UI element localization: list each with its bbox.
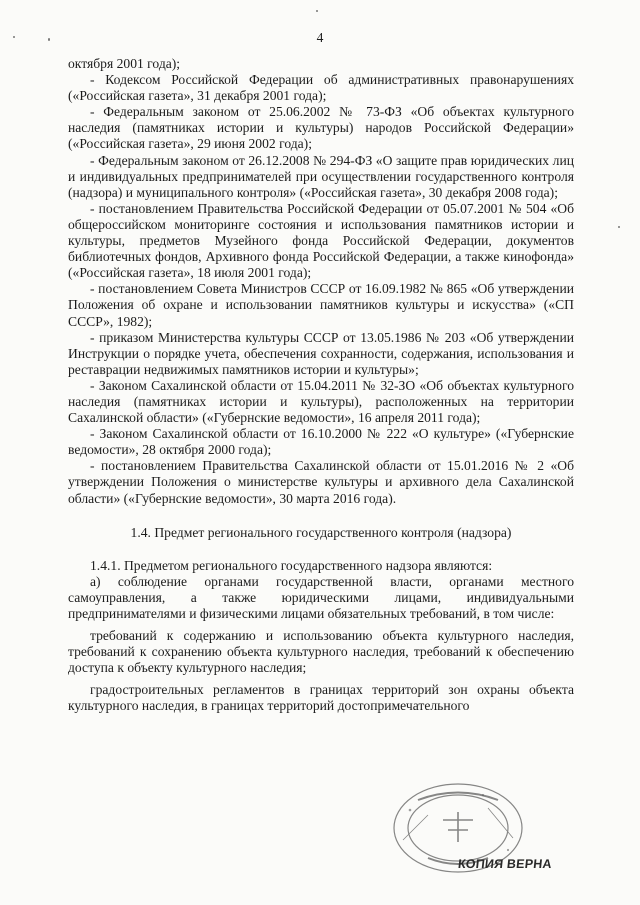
section-paragraph: требований к содержанию и использованию объекта культурного наследия, требований к сохранению объекта культурного наследия, требований к обеспечению доступа к объекту культурного наследия; [68,628,574,676]
list-item-law-73fz: - Федеральным законом от 25.06.2002 № 73-ФЗ «Об объектах культурного наследия (памятниках истории и культуры) народов Российской Федерации» («Российская газета», 29 июня 2002 года); [68,104,574,152]
list-item-resolution-2: - постановлением Правительства Сахалинской области от 15.01.2016 № 2 «Об утверждении Положения о министерстве культуры и архивного дела Сахалинской области» («Губернские ведомости», 30 марта 2016 года). [68,458,574,506]
page-number: 4 [316,30,324,45]
paragraph-continuation: октября 2001 года); [68,56,181,71]
section-heading: 1.4. Предмет регионального государственного контроля (надзора) [130,524,512,540]
section-paragraph: градостроительных регламентов в границах территорий зон охраны объекта культурного наследия, в границах территорий достопримечательного [68,682,574,714]
document-body [68,56,574,715]
list-item-code-admin: - Кодексом Российской Федерации об административных правонарушениях («Российская газета», 31 декабря 2001 года); [68,72,574,104]
section-paragraph: 1.4.1. Предметом регионального государственного надзора являются: [90,557,493,573]
list-item-order-203: - приказом Министерства культуры СССР от 13.05.1986 № 203 «Об утверждении Инструкции о порядке учета, обеспечения сохранности, содержания, использования и реставрации недвижимых памятников истории и культуры»; [68,329,574,377]
official-seal-stamp [388,780,553,890]
list-item-law-294fz: - Федеральным законом от 26.12.2008 № 294-ФЗ «О защите прав юридических лиц и индивидуальных предпринимателей при осуществлении государственного контроля (надзора) и муниципального контроля» («Российская газета», 30 декабря 2008 года); [68,152,574,200]
list-item-law-32zo: - Законом Сахалинской области от 15.04.2011 № 32-ЗО «Об объектах культурного наследия (памятниках истории и культуры), расположенных на территории Сахалинской области» («Губернские ведомости», 16 апреля 2011 года); [68,377,574,426]
copy-verified-stamp-text: КОПИЯ ВЕРНА [457,857,553,871]
list-item-resolution-865: - постановлением Совета Министров СССР от 16.09.1982 № 865 «Об утверждении Положения об охране и использовании памятников культуры и искусства» («СП СССР», 1982); [68,281,574,329]
list-item-resolution-504: - постановлением Правительства Российской Федерации от 05.07.2001 № 504 «Об общероссийском мониторинге состояния и использования памятников истории и культуры, предметов Музейного фонда Российской Федерации, документов библиотечных фондов, Архивного фонда Российской Федерации, а также кинофонда» («Российская газета», 18 июля 2001 года); [68,200,574,281]
section-paragraph: а) соблюдение органами государственной власти, органами местного самоуправления, а также юридическими лицами, индивидуальными предпринимателями и физическими лицами обязательных требований, в том числе: [68,573,574,621]
list-item-law-222: - Законом Сахалинской области от 16.10.2000 № 222 «О культуре» («Губернские ведомости», 28 октября 2000 года); [68,426,574,458]
